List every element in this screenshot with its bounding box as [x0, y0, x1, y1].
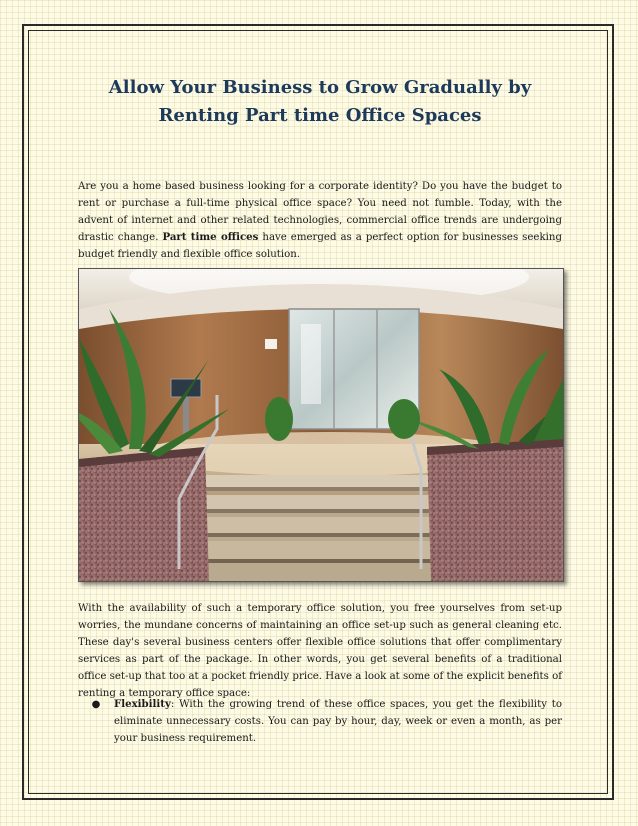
intro-paragraph — [78, 178, 562, 263]
list-item-text — [114, 696, 562, 747]
benefits-intro-paragraph: With the availability of such a temporary office solution, you free yourselves from set-up worries, the mundane concerns of maintaining an office set-up such as general cleaning etc. These day's several business centers offer flexible office solutions that offer complimentary services as part of the package. In other words, you get several benefits of a traditional office set-up that too at a pocket friendly price. Have a look at some of the explicit benefits of renting a temporary office space: — [78, 603, 562, 699]
list-item — [78, 696, 562, 747]
office-lobby-photo — [78, 268, 564, 582]
document-body — [78, 74, 562, 744]
benefits-list — [78, 696, 562, 747]
list-item-description: : With the growing trend of these office spaces, you get the flexibility to eliminate unnecessary costs. You can pay by hour, day, week or even a month, as per your business requirement. — [114, 699, 562, 744]
intro-text-start: Are you a home based business looking for a corporate identity? Do you have the budget to rent or purchase a full-time physical office space? You need not fumble. Today, with the advent of internet and other related technologies, commercial office trends are undergoing drastic change. — [78, 181, 562, 243]
document-title: Allow Your Business to Grow Gradually by Renting Part time Office Spaces — [108, 77, 532, 126]
bullet-icon: ● — [91, 699, 101, 710]
list-item-term: Flexibility — [114, 698, 171, 710]
intro-text-end: have emerged as a perfect option for businesses seeking budget friendly and flexible office solution. — [78, 232, 562, 260]
intro-bold-phrase: Part time offices — [162, 231, 259, 243]
